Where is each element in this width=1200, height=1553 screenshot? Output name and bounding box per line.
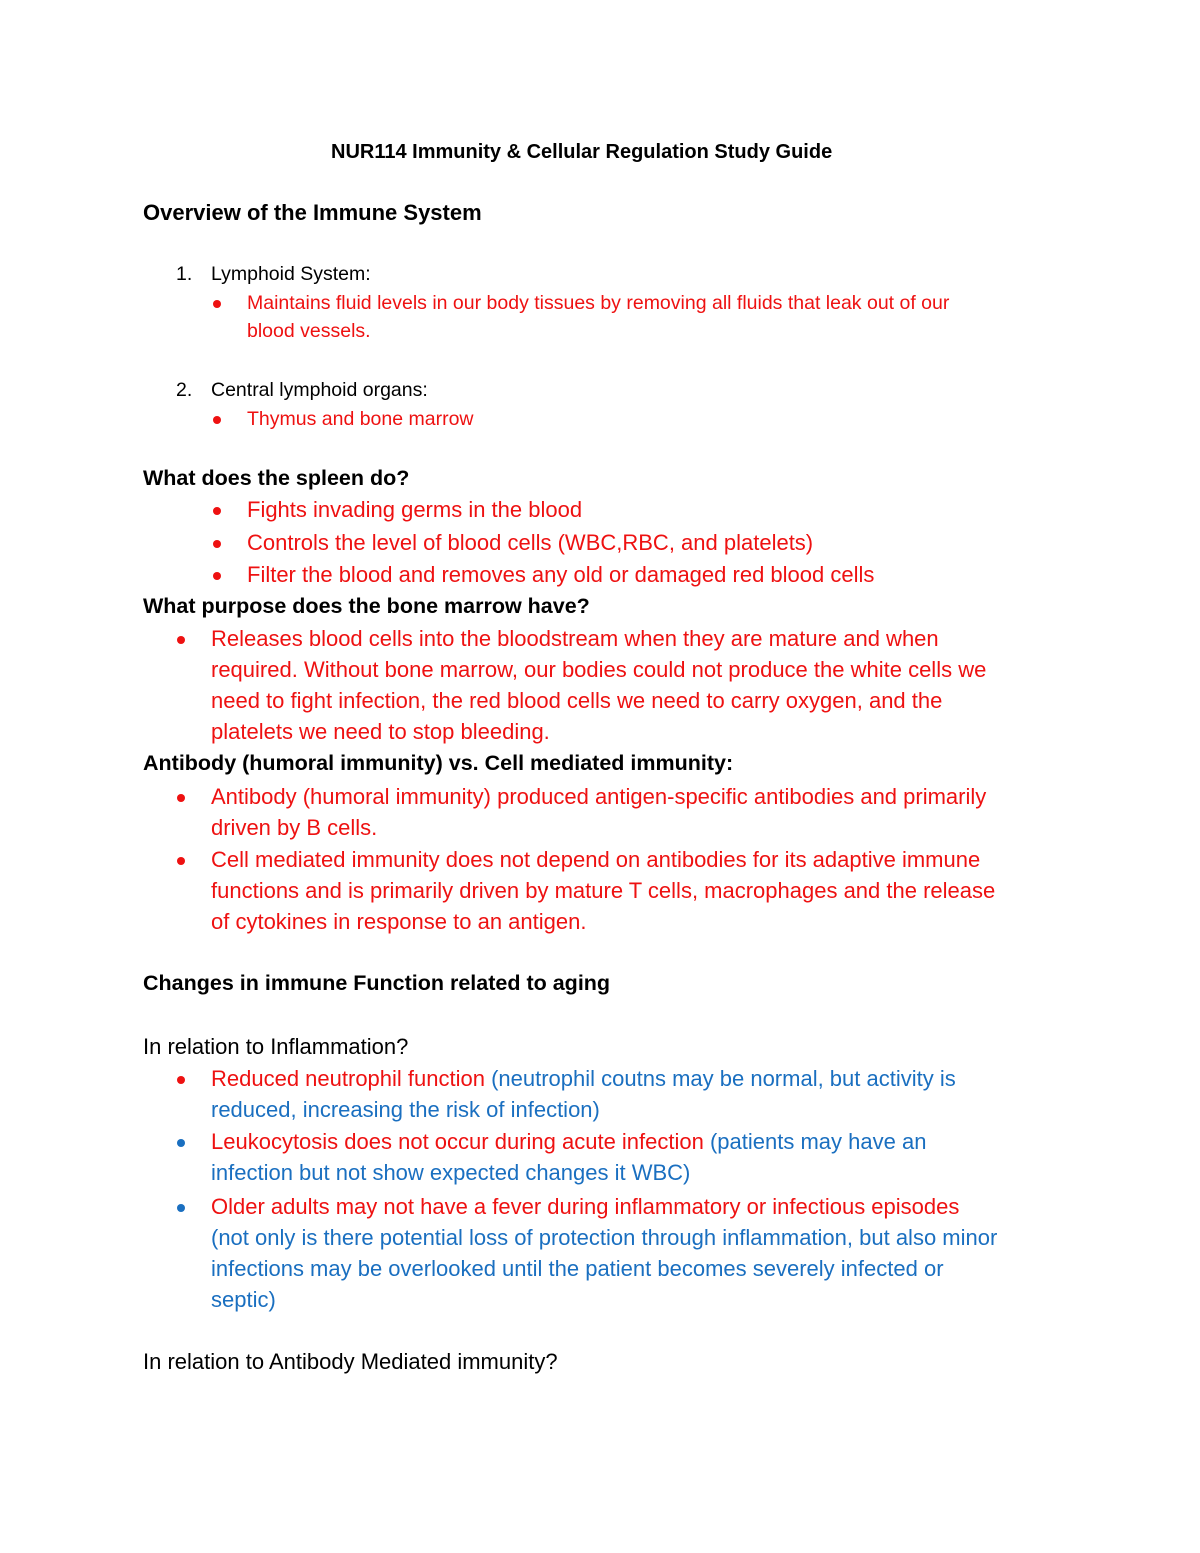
bone-marrow-heading: What purpose does the bone marrow have? xyxy=(143,594,590,618)
aging-answer-blue: septic) xyxy=(211,1287,276,1312)
bone-marrow-answer-line: required. Without bone marrow, our bodies could not produce the white cells we xyxy=(211,657,987,682)
cell-mediated-answer-line: Cell mediated immunity does not depend on antibodies for its adaptive immune xyxy=(211,847,981,872)
aging-answer-blue: infection but not show expected changes it WBC) xyxy=(211,1160,691,1185)
inflammation-question: In relation to Inflammation? xyxy=(143,1034,409,1059)
antibody-answer-line: Antibody (humoral immunity) produced antigen-specific antibodies and primarily xyxy=(211,784,987,809)
lymphoid-answer-line: blood vessels. xyxy=(247,320,371,342)
central-lymphoid-label: Central lymphoid organs: xyxy=(211,379,428,401)
bone-marrow-answer-line: need to fight infection, the red blood cells we need to carry oxygen, and the xyxy=(211,688,943,713)
bullet-icon xyxy=(177,1204,185,1212)
aging-answer-blue: (neutrophil coutns may be normal, but activity is xyxy=(484,1066,956,1091)
bullet-icon xyxy=(213,572,221,580)
page-title: NUR114 Immunity & Cellular Regulation Study Guide xyxy=(331,141,833,163)
aging-answer-blue: reduced, increasing the risk of infection) xyxy=(211,1097,600,1122)
bullet-icon xyxy=(177,1139,185,1147)
list-number: 2. xyxy=(176,379,193,401)
overview-heading: Overview of the Immune System xyxy=(143,200,482,225)
spleen-answer: Fights invading germs in the blood xyxy=(247,497,583,522)
aging-answer-red: Leukocytosis does not occur during acute infection xyxy=(211,1129,704,1154)
central-lymphoid-answer: Thymus and bone marrow xyxy=(247,408,474,430)
bullet-icon xyxy=(213,416,221,424)
cell-mediated-answer-line: functions and is primarily driven by mature T cells, macrophages and the release xyxy=(211,878,996,903)
antibody-answer-line: driven by B cells. xyxy=(211,815,378,840)
aging-bullet-line xyxy=(211,1129,926,1155)
lymphoid-system-label: Lymphoid System: xyxy=(211,263,371,285)
aging-answer-red: Older adults may not have a fever during inflammatory or infectious episodes xyxy=(211,1194,960,1219)
antibody-mediated-question: In relation to Antibody Mediated immunity? xyxy=(143,1349,558,1374)
bullet-icon xyxy=(213,540,221,548)
bullet-icon xyxy=(177,636,185,644)
aging-answer-blue: (patients may have an xyxy=(703,1129,927,1154)
aging-answer-red: Reduced neutrophil function xyxy=(211,1066,485,1091)
aging-answer-blue: (not only is there potential loss of protection through inflammation, but also minor xyxy=(211,1225,998,1250)
cell-mediated-answer-line: of cytokines in response to an antigen. xyxy=(211,909,587,934)
spleen-answer: Filter the blood and removes any old or damaged red blood cells xyxy=(247,562,875,587)
antibody-heading: Antibody (humoral immunity) vs. Cell mediated immunity: xyxy=(143,751,734,775)
lymphoid-answer-line: Maintains fluid levels in our body tissues by removing all fluids that leak out of our xyxy=(247,292,950,314)
bullet-icon xyxy=(177,1076,185,1084)
aging-heading: Changes in immune Function related to aging xyxy=(143,971,611,995)
bone-marrow-answer-line: Releases blood cells into the bloodstream when they are mature and when xyxy=(211,626,939,651)
bullet-icon xyxy=(177,794,185,802)
spleen-heading: What does the spleen do? xyxy=(143,466,410,490)
bullet-icon xyxy=(177,857,185,865)
bullet-icon xyxy=(213,300,221,308)
spleen-answer: Controls the level of blood cells (WBC,RBC, and platelets) xyxy=(247,530,814,555)
aging-answer-blue: infections may be overlooked until the patient becomes severely infected or xyxy=(211,1256,944,1281)
bone-marrow-answer-line: platelets we need to stop bleeding. xyxy=(211,719,550,744)
aging-bullet-line xyxy=(211,1066,956,1092)
bullet-icon xyxy=(213,507,221,515)
list-number: 1. xyxy=(176,263,193,285)
